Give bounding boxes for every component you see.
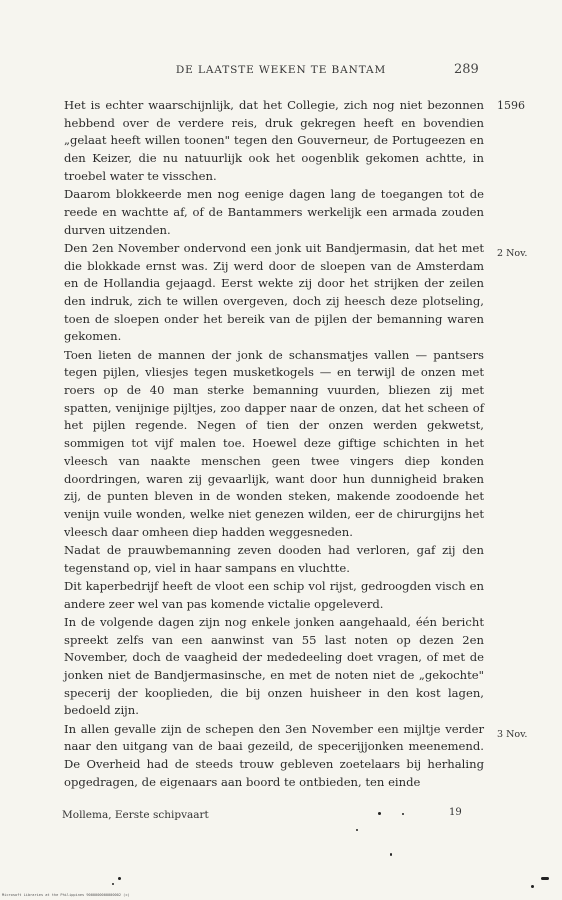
ink-speck [112,883,114,885]
ink-speck [118,877,121,880]
paragraph-2: Daarom blokkeerde men nog eenige dagen lang de toegangen tot de reede en wachtte af, of de Bantammers werkelijk een armada zouden durven uitzenden. [64,187,484,237]
running-header: DE LAATSTE WEKEN TE BANTAM [175,64,387,76]
scan-stamp: Microsoft Libraries at the Philippines 9000000000000002 (c) [2,893,130,897]
ink-speck [402,813,404,815]
paragraph-6: Dit kaperbedrijf heeft de vloot een schip vol rijst, gedroogden visch en andere zeer wel van pas komende victalie opgeleverd. [64,578,484,611]
ink-speck [390,853,392,856]
paragraph-5: Nadat de prauwbemanning zeven dooden had verloren, gaf zij den tegenstand op, viel in haar sampans en vluchtte. [64,542,484,575]
page-number: 289 [454,62,479,77]
margin-note-3-nov: 3 Nov. [497,729,528,740]
paragraph-3: Den 2en November ondervond een jonk uit Bandjermasin, dat het met die blokkade ernst was. Zij werd door de sloepen van de Amsterdam en de Hollandia gejaagd. Eerst wekte zij door het strijken der zeilen den indruk, zich te willen overgeven, doch zij heesch deze plotseling, toen de sloepen onder het bereik van de pijlen der bemanning waren gekomen. [64,240,484,344]
paragraph-1: Het is echter waarschijnlijk, dat het Collegie, zich nog niet bezonnen hebbend over de verdere reis, druk gekregen heeft en bovendien „gelaat heeft willen toonen" tegen den Gouverneur, de Portugeezen en den Keizer, die nu natuurlijk ook het oogenblik gekomen achtte, in troebel water te visschen. [64,98,484,183]
footer-author: Mollema, Eerste schipvaart [62,809,209,821]
paragraph-8: In allen gevalle zijn de schepen den 3en November een mijltje verder naar den uitgang van de baai gezeild, de specerijjonken meenemend. De Overheid had de steeds trouw gebleven zoetelaars bij herhaling opgedragen, de eigenaars aan boord te ontbieden, ten einde [64,721,484,789]
paragraph-4: Toen lieten de mannen der jonk de schansmatjes vallen — pantsers tegen pijlen, vliesjes tegen musketkogels — en terwijl de onzen met roers op de 40 man sterke bemanning vuurden, bliezen zij met spatten, venijnige pijltjes, zoo dapper naar de onzen, dat het scheen of het pijlen regende. Negen of tien der onzen werden gekwetst, sommigen tot vijf malen toe. Hoewel deze giftige schichten in het vleesch van naakte menschen geen twee vingers diep konden doordringen, waren zij gevaarlijk, want door hun dunnigheid braken zij, de punten bleven in de wonden steken, makende zoodoende het venijn vuile wonden, welke niet genezen wilden, eer de chirurgijns het vleesch daar omheen diep hadden weggesneden. [64,347,484,539]
ink-speck [378,812,381,815]
margin-note-year: 1596 [497,99,525,112]
body-text [64,97,484,792]
signature-mark: 19 [449,807,462,818]
margin-note-2-nov: 2 Nov. [497,248,528,259]
paragraph-7: In de volgende dagen zijn nog enkele jonken aangehaald, één bericht spreekt zelfs van een aanwinst van 55 last noten op dezen 2en November, doch de vaagheid der mededeeling doet vragen, of met de jonken niet de Bandjermasinsche, en met de noten niet de „gekochte" specerij der kooplieden, die bij onzen huisheer in den kost lagen, bedoeld zijn. [64,614,484,718]
ink-speck [531,885,534,888]
ink-speck [356,829,358,831]
ink-speck [541,877,549,880]
